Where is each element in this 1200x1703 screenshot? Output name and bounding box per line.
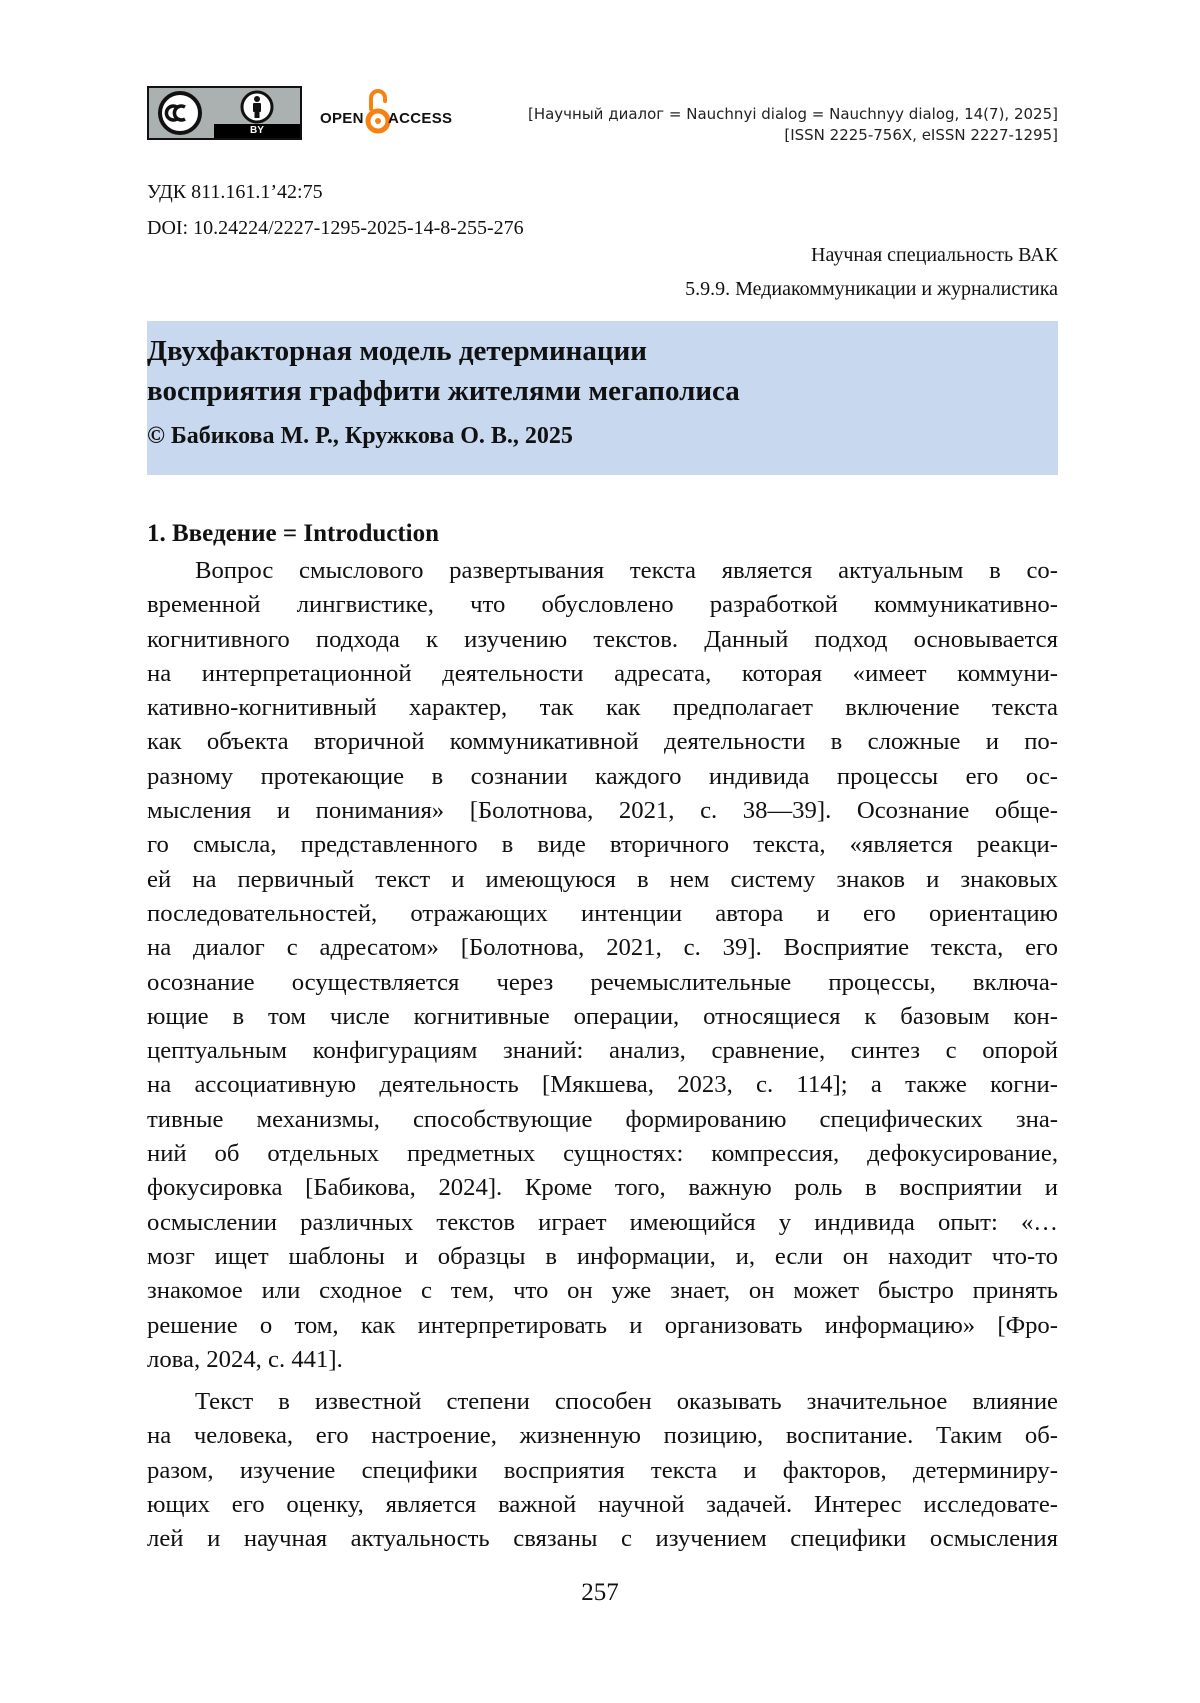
creative-commons-icon	[157, 90, 203, 136]
body-line: лей и научная актуальность связаны с изучением специфики осмысления	[147, 1525, 1058, 1553]
body-line: лова, 2024, с. 441].	[147, 1345, 343, 1373]
body-line: кативно-когнитивный характер, так как предполагает включение текста	[147, 694, 1058, 722]
license-by-label: BY	[250, 125, 264, 136]
article-title-line-2: восприятия граффити жителями мегаполиса	[147, 375, 740, 407]
body-text	[147, 554, 1058, 1557]
open-access-access-label: ACCESS	[388, 110, 453, 127]
body-line: мысления и понимания» [Болотнова, 2021, с. 38—39]. Осознание обще-	[147, 797, 1058, 825]
body-line: как объекта вторичной коммуникативной деятельности в сложные и по-	[147, 728, 1058, 756]
attribution-person-icon	[239, 89, 275, 125]
body-line: Текст в известной степени способен оказывать значительное влияние	[195, 1388, 1058, 1416]
body-line: фокусировка [Бабикова, 2024]. Кроме того, важную роль в восприятии и	[147, 1174, 1058, 1202]
body-line: на диалог с адресатом» [Болотнова, 2021, с. 39]. Восприятие текста, его	[147, 934, 1058, 962]
journal-reference	[528, 104, 1058, 146]
body-line: ющих его оценку, является важной научной задачей. Интерес исследовате-	[147, 1491, 1058, 1519]
body-line: разом, изучение специфики восприятия текста и факторов, детерминиру-	[147, 1456, 1058, 1484]
body-line: последовательностей, отражающих интенции автора и его ориентацию	[147, 899, 1058, 927]
cc-by-license-badge[interactable]	[147, 86, 302, 140]
body-line: го смысла, представленного в виде вторичного текста, «является реакци-	[147, 831, 1058, 859]
body-line: на человека, его настроение, жизненную позицию, воспитание. Таким об-	[147, 1422, 1058, 1450]
body-line: цептуальным конфигурациям знаний: анализ, сравнение, синтез с опорой	[147, 1037, 1058, 1065]
body-line: осознание осуществляется через речемыслительные процессы, включа-	[147, 968, 1058, 996]
open-access-open-label: OPEN	[320, 110, 364, 127]
journal-citation: [Научный диалог = Nauchnyi dialog = Nauchnyy dialog, 14(7), 2025]	[527, 105, 1058, 123]
body-line: решение о том, как интерпретировать и организовать информацию» [Фро-	[147, 1311, 1058, 1339]
body-line: разному протекающие в сознании каждого индивида процессы его ос-	[147, 762, 1058, 790]
body-line: знакомое или сходное с тем, что он уже знает, он может быстро принять	[147, 1277, 1058, 1305]
scientific-specialty	[685, 238, 1058, 306]
udk-code: УДК 811.161.1’42:75	[147, 181, 323, 203]
paragraph-gap	[147, 1377, 1058, 1385]
body-line: временной лингвистике, что обусловлено разработкой коммуникативно-	[147, 591, 1058, 619]
specialty-value: 5.9.9. Медиакоммуникации и журналистика	[685, 278, 1058, 300]
article-authors: © Бабикова М. Р., Кружкова О. В., 2025	[147, 423, 573, 449]
specialty-label: Научная специальность ВАК	[811, 244, 1058, 266]
body-line: ющие в том числе когнитивные операции, относящиеся к базовым кон-	[147, 1002, 1058, 1030]
body-line: ний об отдельных предметных сущностях: компрессия, дефокусирование,	[147, 1140, 1058, 1168]
section-heading: 1. Введение = Introduction	[147, 520, 440, 547]
body-line: Вопрос смыслового развертывания текста является актуальным в со-	[195, 557, 1058, 584]
article-identifiers	[147, 174, 524, 246]
body-line: мозг ищет шаблоны и образцы в информации, и, если он находит что-то	[147, 1242, 1058, 1270]
body-line: когнитивного подхода к изучению текстов. Данный подход основывается	[147, 625, 1058, 653]
body-line: на ассоциативную деятельность [Мякшева, 2023, с. 114]; а также когни-	[147, 1071, 1058, 1099]
journal-issn: [ISSN 2225-756X, eISSN 2227-1295]	[784, 126, 1058, 144]
body-line: на интерпретационной деятельности адресата, которая «имеет коммуни-	[147, 659, 1058, 687]
body-line: ей на первичный текст и имеющуюся в нем систему знаков и знаковых	[147, 865, 1058, 893]
doi[interactable]: DOI: 10.24224/2227-1295-2025-14-8-255-276	[147, 217, 524, 239]
title-band	[147, 321, 1058, 475]
body-line: тивные механизмы, способствующие формированию специфических зна-	[147, 1105, 1058, 1133]
open-access-logo	[320, 87, 460, 139]
article-title-line-1: Двухфакторная модель детерминации	[147, 335, 648, 367]
body-line: осмыслении различных текстов играет имеющийся у индивида опыт: «…	[147, 1208, 1058, 1236]
page-number: 257	[581, 1579, 619, 1606]
